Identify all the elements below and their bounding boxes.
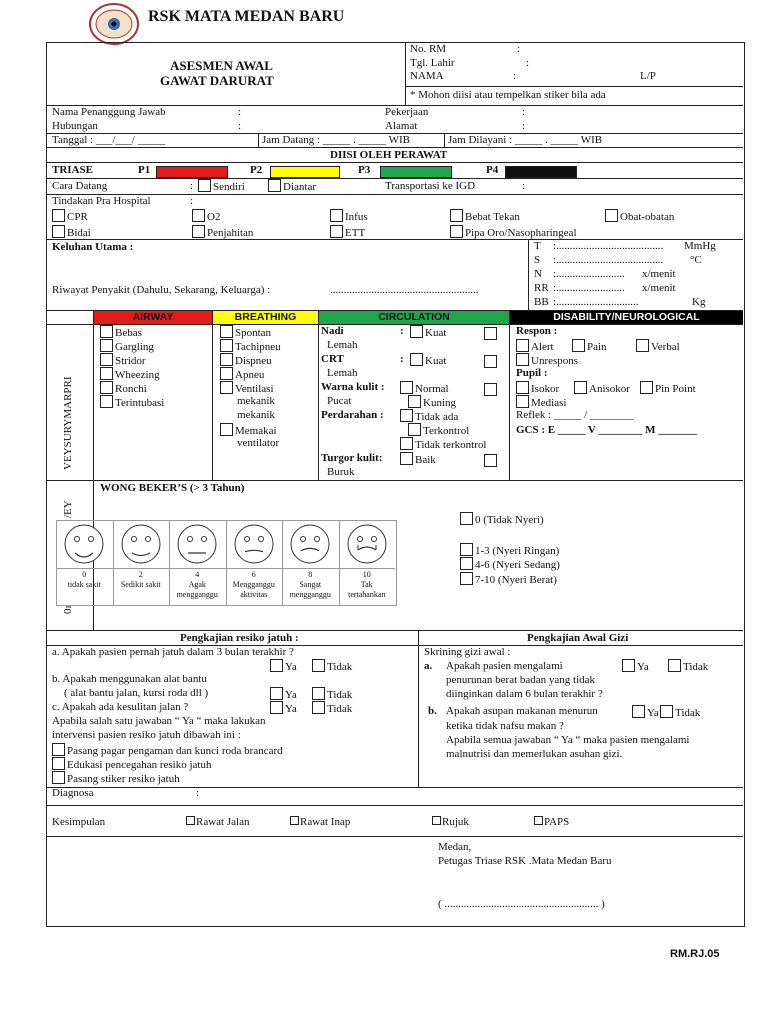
checkbox-icon — [312, 701, 325, 714]
nadi-label: Nadi — [321, 325, 344, 337]
pain-side-label: /EY — [62, 500, 74, 518]
vital-s-label: S — [534, 254, 541, 266]
checkbox-icon — [460, 512, 473, 525]
vital-n-field[interactable]: :......................... — [553, 268, 625, 280]
checkbox-icon — [534, 816, 543, 825]
bebat-option[interactable]: Bebat Tekan — [450, 209, 520, 223]
airway-option-3[interactable]: Wheezing — [100, 367, 160, 381]
vital-s-field[interactable]: :....................................... — [553, 254, 664, 266]
checkbox-icon — [100, 367, 113, 380]
checkbox-icon — [450, 225, 463, 238]
checkbox-icon — [516, 381, 529, 394]
turgor-baik[interactable]: Baik — [400, 452, 436, 466]
nadi-lemah: Lemah — [327, 339, 358, 351]
jatuh-q-c: c. Apakah ada kesulitan jalan ? — [52, 701, 189, 713]
face-icon-6[interactable] — [233, 523, 275, 565]
pain-opt-2[interactable]: 4-6 (Nyeri Sedang) — [460, 557, 560, 571]
kesimpulan-paps[interactable]: PAPS — [534, 816, 569, 828]
vital-n-unit: x/menit — [642, 268, 676, 280]
breathing-memakai[interactable]: Memakai — [220, 423, 277, 437]
respon-unrespons[interactable]: Unrespons — [516, 353, 578, 367]
face-icon-4[interactable] — [176, 523, 218, 565]
kesimpulan-label: Kesimpulan — [52, 816, 106, 828]
face-icon-8[interactable] — [289, 523, 331, 565]
gizi-note-1: Apabila semua jawaban “ Ya “ maka pasien mengalami — [446, 734, 690, 746]
checkbox-icon — [220, 381, 233, 394]
triase-p2: P2 — [250, 164, 263, 176]
pain-side-label-2: 0ı — [62, 605, 74, 614]
triase-p3-swatch[interactable] — [380, 166, 452, 178]
checkbox-icon — [460, 543, 473, 556]
perdarahan-label: Perdarahan : — [321, 409, 384, 421]
nadi-colon: : — [400, 325, 404, 337]
checkbox-icon — [400, 452, 413, 465]
jatuh-q-b1: b. Apakah menggunakan alat bantu — [52, 673, 207, 685]
checkbox-icon — [220, 325, 233, 338]
primary-survey-side-label: VEYSURYMARPRI — [62, 376, 74, 470]
face-icon-10[interactable] — [346, 523, 388, 565]
warna-normal[interactable]: Normal — [400, 381, 449, 395]
tanggal-field[interactable]: Tanggal : ___/___/ _____ — [52, 134, 166, 146]
alamat-label: Alamat — [385, 120, 418, 132]
checkbox-icon — [220, 339, 233, 352]
turgor-buruk-checkbox[interactable] — [484, 454, 497, 467]
face-label-4: 4 Agak mengganggu — [176, 570, 218, 599]
riwayat-dots[interactable]: ...................................................... — [330, 284, 479, 296]
vital-bb-field[interactable]: :.............................. — [553, 296, 639, 308]
sticker-note: * Mohon diisi atau tempelkan stiker bila ada — [410, 89, 606, 101]
checkbox-icon — [100, 395, 113, 408]
triase-p1: P1 — [138, 164, 151, 176]
nadi-lemah-checkbox[interactable] — [484, 327, 497, 340]
reflek-field[interactable]: Reflek : _____ / ________ — [516, 409, 634, 421]
keluhan-label: Keluhan Utama : — [52, 241, 134, 253]
hospital-name: RSK MATA MEDAN BARU — [148, 8, 345, 25]
turgor-buruk: Buruk — [327, 466, 355, 478]
signature-medan: Medan, — [438, 841, 472, 853]
signature-petugas: Petugas Triase RSK .Mata Medan Baru — [438, 855, 612, 867]
breathing-mekanik-2: mekanik — [237, 409, 275, 421]
pupil-anisokor[interactable]: Anisokor — [574, 381, 630, 395]
face-icon-2[interactable] — [120, 523, 162, 565]
face-label-2: 2 Sedikit sakit — [120, 570, 161, 589]
nama-label: NAMA — [410, 70, 444, 82]
lp-label: L/P — [640, 70, 656, 82]
perawat-title: DIISI OLEH PERAWAT — [330, 149, 448, 161]
respon-pain[interactable]: Pain — [572, 339, 607, 353]
face-row-line — [339, 568, 396, 569]
checkbox-icon — [52, 771, 65, 784]
jatuh-note-2: intervensi pasien resiko jatuh dibawah ini : — [52, 729, 241, 741]
vital-t-unit: MmHg — [684, 240, 716, 252]
cpr-option[interactable]: CPR — [52, 209, 88, 223]
breathing-spontan[interactable]: Spontan — [220, 325, 271, 339]
hospital-logo — [88, 2, 140, 46]
vital-bb-unit: Kg — [692, 296, 706, 308]
jatuh-note-1: Apabila salah satu jawaban “ Ya “ maka lakukan — [52, 715, 266, 727]
warna-pucat: Pucat — [327, 395, 352, 407]
checkbox-icon — [100, 339, 113, 352]
checkbox-icon — [450, 209, 463, 222]
cara-colon: : — [190, 180, 194, 192]
warna-kuning[interactable]: Kuning — [408, 395, 456, 409]
checkbox-icon — [432, 816, 441, 825]
checkbox-icon — [574, 381, 587, 394]
vital-n-label: N — [534, 268, 542, 280]
gizi-a-ya[interactable]: Ya — [622, 659, 649, 673]
riwayat-label: Riwayat Penyakit (Dahulu, Sekarang, Keluarga) : — [52, 284, 271, 296]
checkbox-icon — [220, 353, 233, 366]
checkbox-icon — [100, 381, 113, 394]
gizi-b-tidak[interactable]: Tidak — [660, 705, 700, 719]
wong-baker-title: WONG BEKER’S (> 3 Tahun) — [100, 482, 245, 494]
checkbox-icon — [52, 225, 65, 238]
jam-dilayani-field[interactable]: Jam Dilayani : _____ . _____ WIB — [448, 134, 603, 146]
nadi-kuat[interactable]: Kuat — [410, 325, 446, 339]
checkbox-icon — [52, 743, 65, 756]
triase-p3: P3 — [358, 164, 371, 176]
face-divider — [113, 520, 114, 605]
checkbox-icon — [410, 353, 423, 366]
gizi-a-marker: a. — [424, 660, 433, 672]
checkbox-icon — [640, 381, 653, 394]
checkbox-icon — [410, 325, 423, 338]
pupil-pinpoint[interactable]: Pin Point — [640, 381, 696, 395]
checkbox-icon — [400, 437, 413, 450]
kesimpulan-rujuk[interactable]: Rujuk — [432, 816, 469, 828]
airway-option-0[interactable]: Bebas — [100, 325, 142, 339]
gizi-skrining: Skrining gizi awal : — [424, 646, 511, 658]
face-row-line — [226, 568, 283, 569]
checkbox-icon — [572, 339, 585, 352]
checkbox-icon — [460, 572, 473, 585]
kesimpulan-rawat-jalan[interactable]: Rawat Jalan — [186, 816, 249, 828]
breathing-header: BREATHING — [213, 311, 318, 324]
gizi-title: Pengkajian Awal Gizi — [527, 632, 629, 644]
infus-option[interactable]: Infus — [330, 209, 368, 223]
face-label-6: 6 Mengganggu aktivitas — [232, 570, 275, 599]
checkbox-icon — [268, 179, 281, 192]
face-row-line — [282, 568, 339, 569]
penjahitan-option[interactable]: Penjahitan — [192, 225, 253, 239]
diagnosa-label: Diagnosa — [52, 787, 94, 799]
gizi-q-a3: diinginkan dalam 6 bulan terakhir ? — [446, 688, 603, 700]
checkbox-icon — [100, 353, 113, 366]
face-row-line — [56, 568, 113, 569]
pipa-option[interactable]: Pipa Oro/Nasopharingeal — [450, 225, 577, 239]
airway-option-1[interactable]: Gargling — [100, 339, 154, 353]
crt-label: CRT — [321, 353, 344, 365]
checkbox-icon — [460, 557, 473, 570]
o2-option[interactable]: O2 — [192, 209, 220, 223]
checkbox-icon — [605, 209, 618, 222]
breathing-ventilator: ventilator — [237, 437, 280, 449]
jatuh-c-tidak[interactable]: Tidak — [312, 701, 352, 715]
gizi-b-ya[interactable]: Ya — [632, 705, 659, 719]
checkbox-icon — [192, 225, 205, 238]
vital-t-label: T — [534, 240, 541, 252]
jatuh-c-ya[interactable]: Ya — [270, 701, 297, 715]
jatuh-intervensi-3[interactable]: Pasang stiker resiko jatuh — [52, 771, 180, 785]
triase-p4: P4 — [486, 164, 499, 176]
respon-label: Respon : — [516, 325, 558, 337]
bidai-option[interactable]: Bidai — [52, 225, 91, 239]
checkbox-icon — [516, 339, 529, 352]
breathing-dispneu[interactable]: Dispneu — [220, 353, 272, 367]
checkbox-icon — [52, 757, 65, 770]
diantar-option[interactable]: Diantar — [268, 179, 316, 193]
face-row-line — [113, 568, 170, 569]
gizi-q-a2: penurunan berat badan yang tidak — [446, 674, 596, 686]
jam-datang-field[interactable]: Jam Datang : _____ . _____ WIB — [262, 134, 410, 146]
disability-header: DISABILITY/NEUROLOGICAL — [510, 311, 743, 324]
checkbox-icon — [632, 705, 645, 718]
form-title-2: GAWAT DARURAT — [160, 73, 274, 88]
obat-option[interactable]: Obat-obatan — [605, 209, 674, 223]
gcs-field[interactable]: GCS : E _____ V ________ M _______ — [516, 424, 697, 436]
pekerjaan-colon: : — [522, 106, 526, 118]
pupil-mediasi[interactable]: Mediasi — [516, 395, 566, 409]
checkbox-icon — [52, 209, 65, 222]
checkbox-icon — [220, 423, 233, 436]
pupil-isokor[interactable]: Isokor — [516, 381, 559, 395]
face-label-8: 8 Sangat mengganggu — [289, 570, 331, 599]
checkbox-icon — [660, 705, 673, 718]
face-icon-0[interactable] — [63, 523, 105, 565]
crt-lemah: Lemah — [327, 367, 358, 379]
pain-opt-1[interactable]: 1-3 (Nyeri Ringan) — [460, 543, 559, 557]
checkbox-icon — [668, 659, 681, 672]
alamat-colon: : — [522, 120, 526, 132]
checkbox-icon — [408, 423, 421, 436]
checkbox-icon — [516, 353, 529, 366]
no-rm-label: No. RM — [410, 43, 447, 55]
vital-t-field[interactable]: :....................................... — [553, 240, 664, 252]
face-row-line — [169, 568, 226, 569]
jatuh-q-b2: ( alat bantu jalan, kursi roda dll ) — [64, 687, 209, 699]
checkbox-icon — [290, 816, 299, 825]
airway-option-2[interactable]: Stridor — [100, 353, 146, 367]
gizi-q-b2: ketika tidak nafsu makan ? — [446, 720, 564, 732]
respon-verbal[interactable]: Verbal — [636, 339, 680, 353]
vital-rr-field[interactable]: :......................... — [553, 282, 625, 294]
pain-opt-3[interactable]: 7-10 (Nyeri Berat) — [460, 572, 557, 586]
transportasi-label: Transportasi ke IGD — [385, 180, 476, 192]
checkbox-icon — [198, 179, 211, 192]
pj-colon: : — [238, 106, 242, 118]
gizi-q-b1: Apakah asupan makanan menurun — [446, 705, 598, 717]
triase-label: TRIASE — [52, 164, 93, 176]
pekerjaan-label: Pekerjaan — [385, 106, 429, 118]
jatuh-intervensi-1[interactable]: Pasang pagar pengaman dan kunci roda brancard — [52, 743, 283, 757]
no-rm-colon: : — [517, 43, 521, 55]
turgor-label: Turgor kulit: — [321, 452, 383, 464]
hub-colon: : — [238, 120, 242, 132]
gizi-a-tidak[interactable]: Tidak — [668, 659, 708, 673]
vital-s-unit: °C — [690, 254, 702, 266]
jatuh-q-a: a. Apakah pasien pernah jatuh dalam 3 bulan terakhir ? — [52, 646, 294, 658]
checkbox-icon — [516, 395, 529, 408]
ett-option[interactable]: ETT — [330, 225, 365, 239]
sendiri-option[interactable]: Sendiri — [198, 179, 245, 193]
airway-option-5[interactable]: Terintubasi — [100, 395, 164, 409]
diagnosa-colon: : — [196, 787, 200, 799]
breathing-ventilasi[interactable]: Ventilasi — [220, 381, 274, 395]
circulation-header: CIRCULATION — [319, 311, 509, 324]
transport-colon: : — [522, 180, 526, 192]
breathing-mekanik-1: mekanik — [237, 395, 275, 407]
checkbox-icon — [100, 325, 113, 338]
kesimpulan-rawat-inap[interactable]: Rawat Inap — [290, 816, 350, 828]
triase-p1-swatch[interactable] — [156, 166, 228, 178]
airway-header: AIRWAY — [94, 311, 212, 324]
jatuh-intervensi-2[interactable]: Edukasi pencegahan resiko jatuh — [52, 757, 211, 771]
tgl-lahir-colon: : — [526, 57, 530, 69]
breathing-tachipneu[interactable]: Tachipneu — [220, 339, 281, 353]
warna-pucat-checkbox[interactable] — [484, 383, 497, 396]
form-title-1: ASESMEN AWAL — [170, 58, 273, 73]
checkbox-icon — [408, 395, 421, 408]
checkbox-icon — [312, 659, 325, 672]
perdarahan-tidak-ada[interactable]: Tidak ada — [400, 409, 458, 423]
face-label-10: 10 Tak tertahankan — [348, 570, 386, 599]
penanggung-jawab-label: Nama Penanggung Jawab — [52, 106, 166, 118]
checkbox-icon — [192, 209, 205, 222]
pain-opt-0[interactable]: 0 (Tidak Nyeri) — [460, 512, 544, 526]
checkbox-icon — [330, 225, 343, 238]
face-label-0: 0 tidak sakit — [67, 570, 101, 589]
warna-kulit-label: Warna kulit : — [321, 381, 385, 393]
checkbox-icon — [330, 209, 343, 222]
gizi-q-a1: Apakah pasien mengalami — [446, 660, 563, 672]
signature-line[interactable]: ( ........................................................ ) — [438, 898, 605, 910]
pupil-label: Pupil : — [516, 367, 548, 379]
perdarahan-tidak-terkontrol[interactable]: Tidak terkontrol — [400, 437, 486, 451]
checkbox-icon — [270, 701, 283, 714]
vital-bb-label: BB — [534, 296, 549, 308]
checkbox-icon — [270, 687, 283, 700]
crt-kuat[interactable]: Kuat — [410, 353, 446, 367]
tindakan-label: Tindakan Pra Hospital — [52, 195, 151, 207]
airway-option-4[interactable]: Ronchi — [100, 381, 147, 395]
checkbox-icon — [400, 409, 413, 422]
crt-lemah-checkbox[interactable] — [484, 355, 497, 368]
perdarahan-terkontrol[interactable]: Terkontrol — [408, 423, 469, 437]
vital-rr-label: RR — [534, 282, 549, 294]
tgl-lahir-label: Tgl. Lahir — [410, 57, 455, 69]
checkbox-icon — [400, 381, 413, 394]
breathing-apneu[interactable]: Apneu — [220, 367, 264, 381]
hubungan-label: Hubungan — [52, 120, 98, 132]
jatuh-a-tidak[interactable]: Tidak — [312, 659, 352, 673]
jatuh-b-ya[interactable]: Ya — [270, 687, 297, 701]
checkbox-icon — [622, 659, 635, 672]
jatuh-b-tidak[interactable]: Tidak — [312, 687, 352, 701]
checkbox-icon — [220, 367, 233, 380]
checkbox-icon — [636, 339, 649, 352]
nama-colon: : — [513, 70, 517, 82]
crt-colon: : — [400, 353, 404, 365]
jatuh-title: Pengkajian resiko jatuh : — [180, 632, 299, 644]
checkbox-icon — [186, 816, 195, 825]
checkbox-icon — [270, 659, 283, 672]
jatuh-a-ya[interactable]: Ya — [270, 659, 297, 673]
respon-alert[interactable]: Alert — [516, 339, 554, 353]
checkbox-icon — [312, 687, 325, 700]
gizi-note-2: malnutrisi dan memerlukan asuhan gizi. — [446, 748, 623, 760]
form-code: RM.RJ.05 — [670, 948, 720, 960]
cara-datang-label: Cara Datang — [52, 180, 108, 192]
triase-p4-swatch[interactable] — [505, 166, 577, 178]
gizi-b-marker: b. — [428, 705, 437, 717]
vital-rr-unit: x/menit — [642, 282, 676, 294]
triase-p2-swatch[interactable] — [270, 166, 340, 178]
tindakan-colon: : — [190, 195, 194, 207]
